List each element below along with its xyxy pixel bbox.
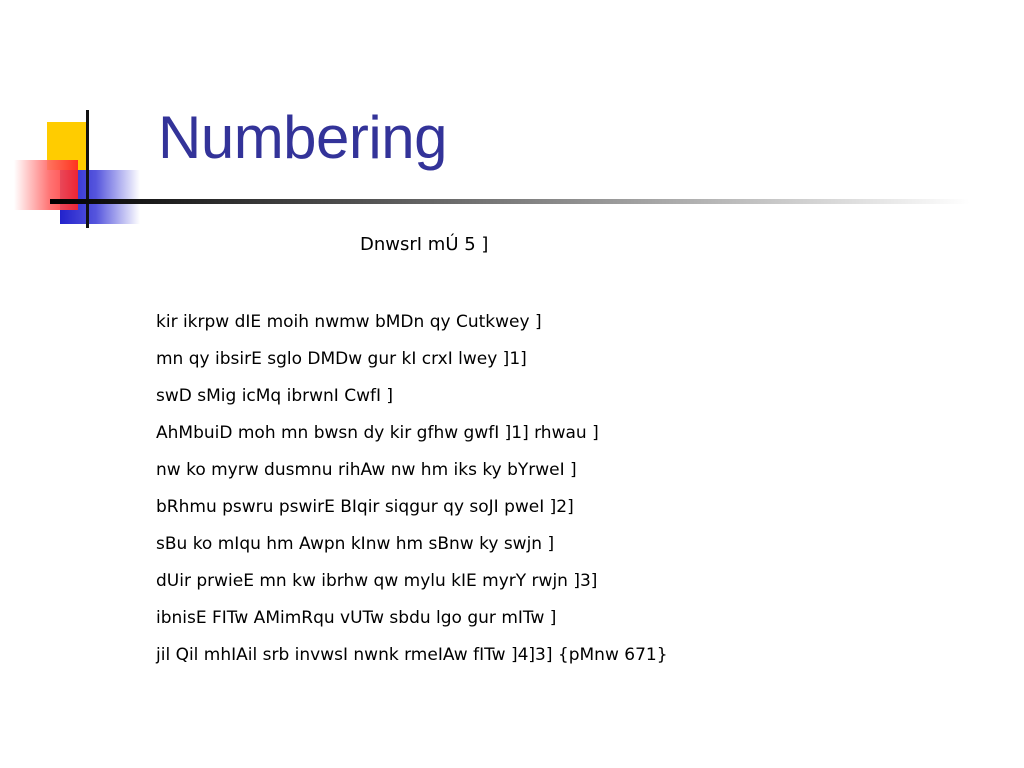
title-decoration (0, 0, 1024, 240)
slide-title: Numbering (158, 104, 447, 171)
verse-line: jil Qil mhIAil srb invwsI nwnk rmeIAw fITw ]4]3] {pMnw 671} (156, 645, 668, 665)
verse-line: mn qy ibsirE sglo DMDw gur kI crxI lwey ]1] (156, 349, 527, 369)
verse-lines (156, 312, 668, 682)
title-rule (50, 199, 970, 204)
verse-line: nw ko myrw dusmnu rihAw nw hm iks ky bYrweI ] (156, 460, 577, 480)
verse-line: ibnisE FITw AMimRqu vUTw sbdu lgo gur mITw ] (156, 608, 557, 628)
verse-line: swD sMig icMq ibrwnI CwfI ] (156, 386, 394, 406)
slide-subtitle: DnwsrI mÚ 5 ] (360, 234, 489, 255)
verse-line: bRhmu pswru pswirE BIqir siqgur qy soJI pweI ]2] (156, 497, 574, 517)
deco-vertical-line (86, 110, 89, 228)
verse-line: kir ikrpw dIE moih nwmw bMDn qy Cutkwey ] (156, 312, 542, 332)
verse-line: AhMbuiD moh mn bwsn dy kir gfhw gwfI ]1] rhwau ] (156, 423, 599, 443)
verse-line: sBu ko mIqu hm Awpn kInw hm sBnw ky swjn ] (156, 534, 555, 554)
verse-line: dUir prwieE mn kw ibrhw qw mylu kIE myrY rwjn ]3] (156, 571, 598, 591)
